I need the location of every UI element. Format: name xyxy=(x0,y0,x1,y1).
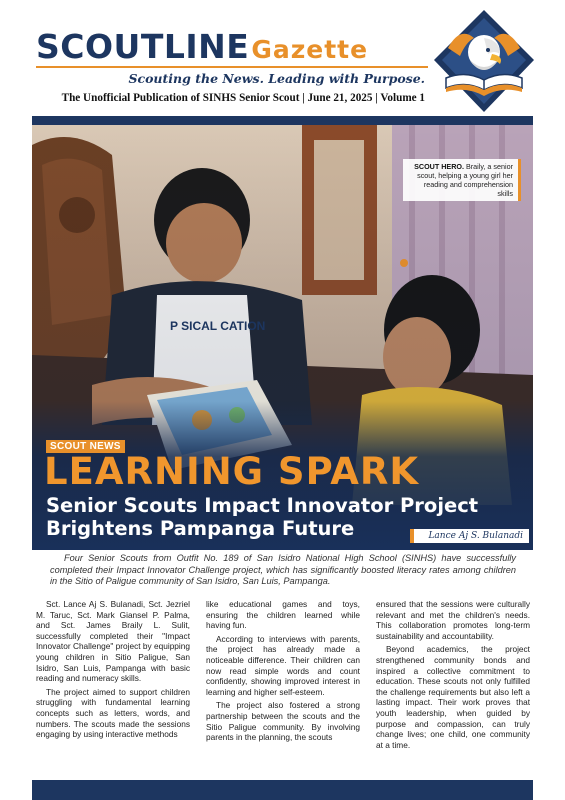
photo-caption xyxy=(403,159,521,201)
section-kicker: SCOUT NEWS xyxy=(46,440,125,453)
paragraph: Beyond academics, the project strengthened community bonds and inspired a collective commitment to education. These scouts not only fulfilled the challenge requirements but also left a lasting impact. Their work proves that youth leadership, when guided by purpose and compassion, can truly change lives; one child, one community at a time. xyxy=(376,644,530,750)
paragraph: ensured that the sessions were culturally relevant and met the children's needs. This collaboration promotes long-term sustainability and accountability. xyxy=(376,599,530,641)
article-column-1 xyxy=(36,599,190,743)
caption-text: Braily, a senior scout, helping a young girl her reading and comprehension skills xyxy=(417,162,513,198)
article-column-3 xyxy=(376,599,530,753)
masthead-banner xyxy=(32,116,533,125)
publication-title xyxy=(36,27,368,66)
hero-photo xyxy=(32,125,533,550)
article-body xyxy=(32,550,533,780)
brand-main: SCOUTLINE xyxy=(36,27,250,66)
paragraph: The project aimed to support children struggling with fundamental learning concepts such as letters, words, and numbers. The scouts made the sessions engaging by using interactive methods xyxy=(36,686,190,740)
paragraph: The project also fostered a strong partnership between the scouts and the Sitio Paligue community. By involving parents in the planning, the scouts xyxy=(206,700,360,743)
paragraph: Sct. Lance Aj S. Bulanadi, Sct. Jezriel M. Taruc, Sct. Mark Giansel P. Palma, and Sct. James Braily L. Sulit, successfully completed their "Impact Innovator Challenge" project by equipping young children in Sitio Paligue, San Isidro, San Luis, Pampanga with basic reading and numeracy skills. xyxy=(36,599,190,684)
caption-label: SCOUT HERO. xyxy=(414,162,464,171)
article-column-2 xyxy=(206,599,360,746)
paragraph: like educational games and toys, ensuring the children learned while having fun. xyxy=(206,599,360,631)
tagline: Scouting the News. Leading with Purpose. xyxy=(128,71,425,86)
masthead-rule xyxy=(36,66,428,68)
article-lede: Four Senior Scouts from Outfit No. 189 of San Isidro National High School (SINHS) have successfully completed their Impact Innovator Challenge project, which has significantly boosted literacy rates among children in the Sitio of Paligue community of San Isidro, San Luis, Pampanga. xyxy=(50,553,516,586)
footer-bar xyxy=(32,780,533,800)
subhead-line-1: Senior Scouts Impact Innovator Project xyxy=(46,494,479,517)
eagle-book-logo-icon xyxy=(430,8,538,124)
subhead-line-2: Brightens Pampanga Future xyxy=(46,517,355,540)
publication-info: The Unofficial Publication of SINHS Senior Scout | June 21, 2025 | Volume 1 xyxy=(61,92,425,104)
byline: Lance Aj S. Bulanadi xyxy=(410,529,529,543)
brand-sub: Gazette xyxy=(251,35,369,64)
masthead xyxy=(0,0,565,118)
headline: LEARNING SPARK xyxy=(44,450,420,493)
paragraph: According to interviews with parents, the project has already made a noticeable difference. Their children can now read simple words and count confidently, showing improved interest in learning and higher self-esteem. xyxy=(206,633,360,697)
